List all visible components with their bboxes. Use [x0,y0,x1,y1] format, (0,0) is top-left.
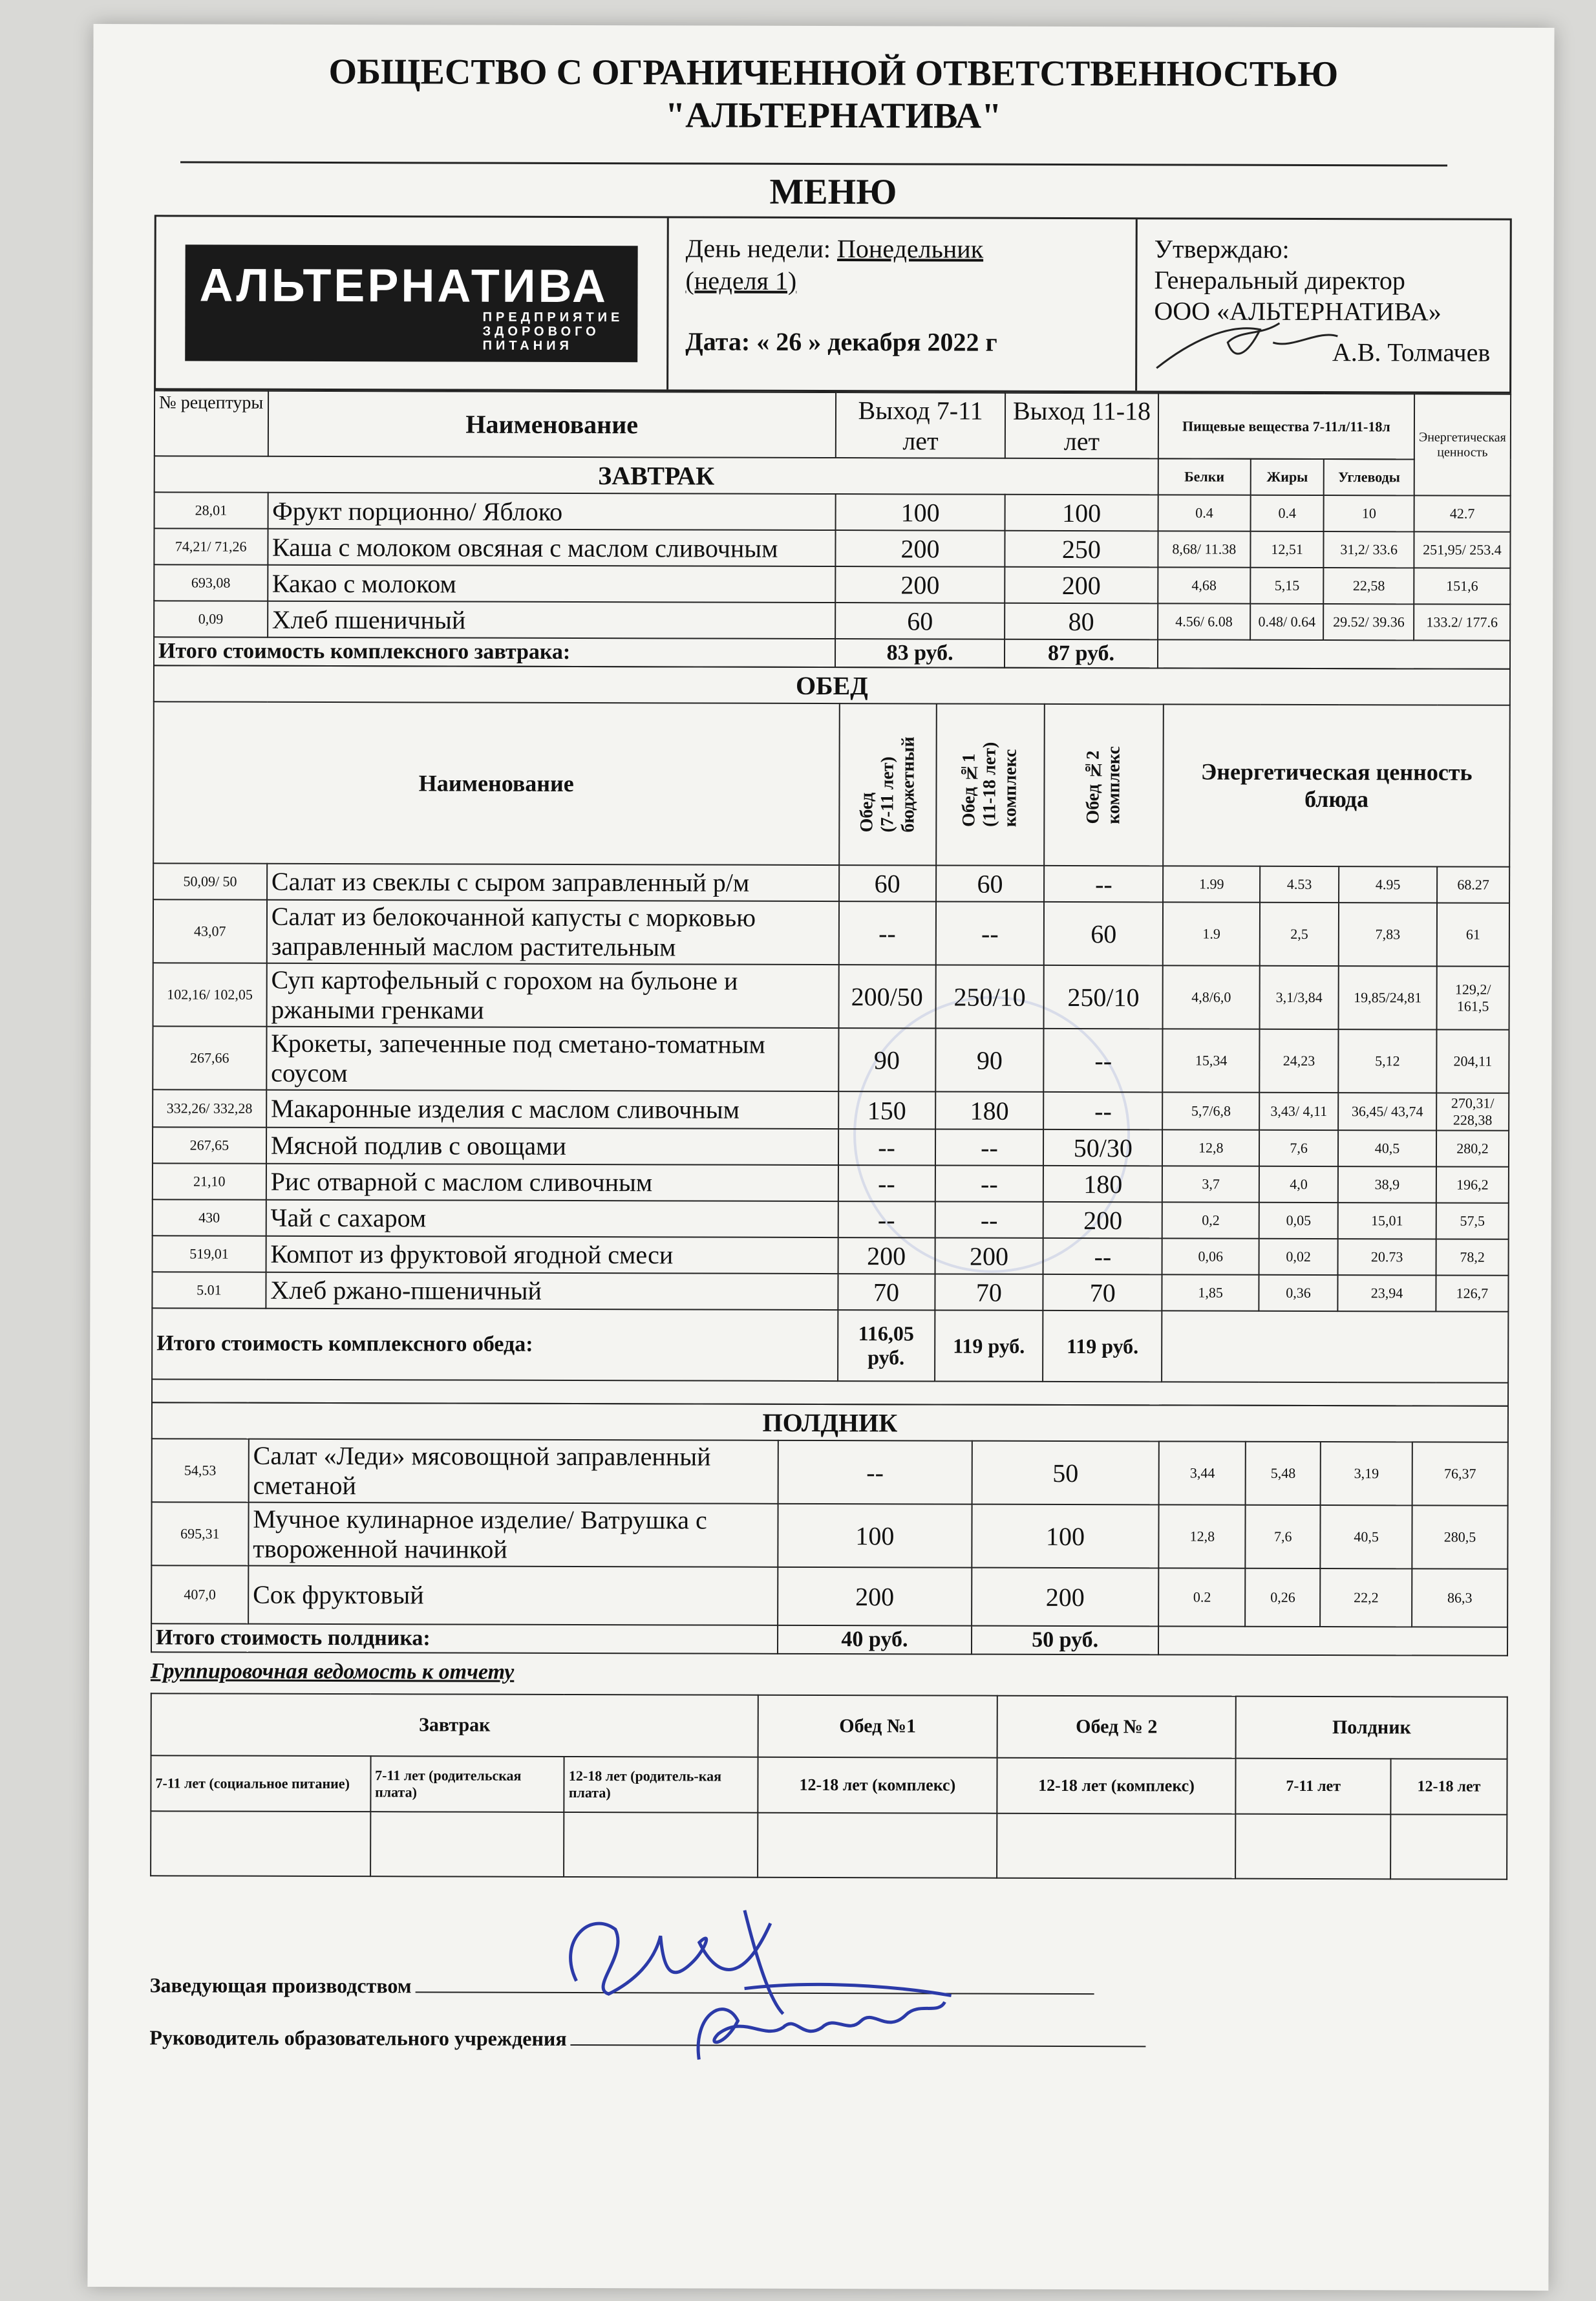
lunch-total-b: 119 руб. [935,1310,1043,1381]
fat: 0,36 [1259,1275,1338,1311]
header-block [154,215,1512,393]
protein: 5,7/6,8 [1162,1092,1259,1129]
logo-cell [156,217,669,389]
fat: 3,43/ 4,11 [1259,1093,1338,1130]
group-lunch1: Обед №1 [758,1695,997,1758]
protein: 15,34 [1163,1029,1260,1092]
group-cell[interactable] [564,1812,758,1878]
energy: 270,31/ 228,38 [1436,1093,1509,1130]
energy: 196,2 [1436,1166,1509,1203]
output-7-11: 200 [778,1567,972,1626]
recipe-number: 267,66 [153,1026,266,1089]
lunch-2: 180 [1043,1166,1162,1202]
dish-name: Крокеты, запеченные под сметано-томатным соусом [266,1027,838,1091]
director-signature [1150,303,1344,381]
recipe-number: 50,09/ 50 [153,863,267,899]
breakfast-table [153,390,1511,669]
table-row [153,1236,1509,1275]
output-11-18: 80 [1005,603,1158,640]
dish-name: Мучное кулинарное изделие/ Ватрушка с твороженной начинкой [248,1503,778,1567]
dish-name: Чай с сахаром [266,1200,838,1237]
fat: 4.53 [1260,866,1339,903]
output-7-11: 200 [835,530,1005,567]
fat: 0.4 [1250,495,1324,531]
lunch-budget: 200 [838,1237,935,1274]
approval-cell [1137,219,1510,392]
org-header [154,24,1512,138]
fat: 0.48/ 0.64 [1250,604,1324,640]
recipe-number: 43,07 [153,899,267,963]
approve-company: ООО «АЛЬТЕРНАТИВА» [1154,296,1442,326]
carb: 31,2/ 33.6 [1324,531,1414,568]
group-cell[interactable] [151,1811,370,1876]
dish-name: Макаронные изделия с маслом сливочным [266,1090,838,1129]
breakfast-total-b: 87 руб. [1005,639,1158,669]
protein: 8,68/ 11.38 [1158,531,1250,567]
energy: 68.27 [1437,866,1509,903]
empty-cell [1158,639,1510,669]
week-value: (неделя 1) [685,266,797,295]
lunch-col-c3 [1045,704,1164,866]
lunch-1: -- [935,901,1044,965]
carb: 20.73 [1338,1239,1436,1275]
carb: 5,12 [1338,1029,1436,1093]
recipe-number: 21,10 [153,1163,266,1199]
section-snack: ПОЛДНИК [152,1402,1508,1442]
lunch-col-c1-text: Обед (7-11 лет) бюджетный [856,736,919,833]
dish-name: Мясной подлив с овощами [266,1128,838,1165]
lunch-budget: 200/50 [838,965,935,1028]
lunch-2: -- [1044,1092,1163,1129]
dish-name: Салат из свеклы с сыром заправленный р/м [267,864,839,901]
lunch-col-c2-text: Обед №1 (11-18 лет) комплекс [959,742,1021,828]
output-7-11: 100 [836,494,1005,531]
lunch-budget: 60 [839,865,936,901]
output-11-18: 50 [972,1441,1159,1505]
lunch-col-c3-text: Обед №2 комплекс [1083,745,1125,824]
protein: 0,2 [1162,1202,1259,1238]
recipe-number: 0,09 [154,601,268,637]
table-row [153,963,1509,1029]
energy: 57,5 [1436,1203,1509,1239]
logo-sub1: ПРЕДПРИЯТИЕ [482,310,624,325]
logo-sub2: ЗДОРОВОГО [482,324,600,339]
energy: 76,37 [1412,1442,1508,1505]
group-cell[interactable] [1390,1814,1507,1879]
protein: 0.4 [1158,495,1250,531]
carb: 7,83 [1339,903,1437,966]
lunch-table [151,665,1511,1406]
output-11-18: 200 [972,1568,1159,1627]
lunch-total-label: Итого стоимость комплексного обеда: [152,1308,838,1381]
lunch-col-c1 [839,703,937,865]
org-name-line1: ОБЩЕСТВО С ОГРАНИЧЕННОЙ ОТВЕТСТВЕННОСТЬЮ [328,52,1339,95]
col-protein: Белки [1158,458,1250,495]
document-sheet [87,24,1554,2291]
lunch-budget: 70 [838,1274,935,1310]
dish-name: Каша с молоком овсяная с маслом сливочным [268,529,836,566]
group-title: Группировочная ведомость к отчету [150,1659,515,1684]
carb: 40,5 [1338,1130,1436,1166]
energy: 78,2 [1436,1239,1509,1275]
carb: 23,94 [1337,1275,1436,1311]
fat: 0,05 [1259,1203,1338,1239]
col-fat: Жиры [1251,459,1325,495]
dish-name: Салат «Леди» мясовощной заправленный сметаной [248,1439,778,1504]
lunch-budget: -- [838,1129,935,1165]
logo-sub3: ПИТАНИЯ [482,338,573,353]
dish-name: Суп картофельный с горохом на бульоне и ржаными гренками [266,963,838,1028]
group-cell[interactable] [758,1813,997,1878]
col-nutrients: Пищевые вещества 7-11л/11-18л [1158,393,1415,459]
energy: 86,3 [1412,1568,1507,1627]
lunch-col-energy: Энергетическая ценность блюда [1163,704,1509,866]
energy: 42.7 [1414,495,1511,531]
recipe-number: 695,31 [151,1502,248,1565]
energy: 129,2/ 161,5 [1437,966,1509,1029]
energy: 126,7 [1436,1275,1508,1311]
col-recipe: № рецептуры [154,391,268,456]
fat: 0,02 [1259,1239,1338,1275]
lunch-1: 180 [935,1091,1044,1129]
protein: 3,44 [1159,1441,1246,1504]
table-row [151,1565,1507,1627]
col-energy: Энергетическая ценность [1414,394,1511,495]
table-row [152,1439,1508,1505]
table-row [154,492,1511,531]
col-carb: Углеводы [1324,459,1414,495]
signature-production-label: Заведующая производством [149,1973,412,1998]
col-out2: Выход 11-18 лет [1005,393,1158,459]
fat: 5,15 [1250,568,1324,604]
group-cell[interactable] [997,1814,1236,1879]
output-11-18: 250 [1005,531,1158,568]
table-row [153,1127,1509,1166]
carb: 22,2 [1320,1568,1412,1627]
lunch-1: -- [935,1129,1043,1165]
snack-total-b: 50 руб. [972,1626,1159,1655]
output-7-11: 60 [835,603,1005,639]
carb: 19,85/24,81 [1339,966,1437,1029]
lunch-2: 200 [1043,1202,1162,1238]
lunch-2: -- [1043,1238,1162,1274]
logo-subtitle [483,310,624,353]
dish-name: Какао с молоком [268,565,836,603]
lunch-1: 70 [935,1274,1043,1310]
lunch-2: -- [1044,1029,1163,1092]
recipe-number: 693,08 [154,564,268,601]
group-b1: 7-11 лет (социальное питание) [151,1755,370,1812]
breakfast-total-label: Итого стоимость комплексного завтрака: [154,637,835,667]
group-lunch2: Обед № 2 [997,1696,1236,1759]
approve-position: Генеральный директор [1154,265,1405,295]
table-row [151,1502,1507,1568]
table-row [153,863,1509,903]
lunch-budget: 150 [838,1091,935,1129]
col-name: Наименование [268,391,836,458]
group-l2: 12-18 лет (комплекс) [997,1758,1236,1814]
protein: 1.99 [1163,866,1260,902]
recipe-number: 54,53 [152,1439,249,1502]
protein: 12,8 [1162,1129,1259,1166]
table-row [153,1199,1509,1239]
group-cell[interactable] [1236,1814,1391,1879]
lunch-1: 90 [935,1028,1044,1091]
day-value: Понедельник [837,234,984,264]
carb: 10 [1324,495,1414,531]
lunch-total-a: 116,05 руб. [838,1310,935,1381]
carb: 29.52/ 39.36 [1324,604,1414,640]
org-name-line2: "АЛЬТЕРНАТИВА" [665,95,1002,136]
day-label: День недели: [685,233,838,264]
group-table [150,1693,1508,1879]
table-row [152,1272,1508,1311]
day-cell [668,218,1138,391]
output-11-18: 200 [1005,567,1158,604]
dish-name: Сок фруктовый [248,1566,778,1625]
group-b2: 7-11 лет (родительская плата) [370,1756,564,1812]
energy: 133.2/ 177.6 [1414,604,1510,640]
lunch-col-name: Наименование [153,701,839,865]
output-11-18: 100 [1005,495,1158,531]
recipe-number: 5.01 [152,1272,266,1308]
snack-total-a: 40 руб. [778,1625,972,1654]
carb: 22,58 [1324,568,1414,604]
logo-name: АЛЬТЕРНАТИВА [199,259,609,312]
approve-signer: А.В. Толмачев [1332,337,1491,367]
output-7-11: 100 [778,1504,972,1568]
group-breakfast: Завтрак [151,1693,758,1757]
recipe-number: 102,16/ 102,05 [153,963,267,1026]
menu-document [149,24,1512,2053]
protein: 4,8/6,0 [1163,965,1260,1029]
table-row [153,1026,1509,1093]
lunch-1: -- [935,1201,1043,1237]
lunch-1: 60 [936,865,1045,901]
recipe-number: 74,21/ 71,26 [154,528,268,564]
recipe-number: 430 [153,1199,266,1236]
lunch-budget: 90 [838,1028,935,1091]
protein: 1,85 [1162,1274,1259,1311]
energy: 280,5 [1412,1505,1507,1568]
fat: 2,5 [1260,903,1339,966]
carb: 36,45/ 43,74 [1338,1093,1436,1130]
lunch-col-c2 [936,703,1045,865]
snack-table [151,1402,1509,1656]
group-b3: 12-18 лет (родитель-кая плата) [564,1757,758,1813]
dish-name: Компот из фруктовой ягодной смеси [266,1236,838,1274]
carb: 38,9 [1338,1166,1436,1203]
empty-cell [1158,1626,1507,1655]
recipe-number: 267,65 [153,1127,266,1163]
protein: 4.56/ 6.08 [1158,603,1250,639]
protein: 4,68 [1158,567,1250,603]
lunch-budget: -- [838,1165,935,1201]
recipe-number: 28,01 [154,492,268,528]
lunch-budget: -- [838,901,935,965]
carb: 3,19 [1321,1442,1412,1505]
recipe-number: 519,01 [153,1236,266,1272]
fat: 7,6 [1246,1505,1321,1568]
group-snack: Полдник [1236,1696,1507,1759]
fat: 5,48 [1246,1442,1321,1505]
carb: 15,01 [1338,1203,1436,1239]
energy: 280,2 [1436,1130,1509,1166]
page-title: МЕНЮ [769,171,897,213]
lunch-2: 250/10 [1044,965,1163,1029]
protein: 0,06 [1162,1238,1259,1274]
table-row [154,601,1510,640]
dish-name: Фрукт порционно/ Яблоко [268,493,836,530]
lunch-2: 70 [1043,1274,1162,1311]
lunch-1: 200 [935,1237,1043,1274]
protein: 12,8 [1159,1504,1246,1568]
snack-total-label: Итого стоимость полдника: [151,1623,778,1654]
lunch-2: -- [1044,866,1163,902]
output-7-11: -- [778,1440,972,1504]
energy: 61 [1437,903,1509,966]
dish-name: Хлеб пшеничный [268,601,836,639]
table-row [153,1089,1509,1130]
fat: 0,26 [1245,1568,1320,1627]
section-lunch: ОБЕД [154,665,1510,705]
approve-label: Утверждаю: [1154,234,1290,264]
date: Дата: « 26 » декабря 2022 г [685,326,997,357]
lunch-1: 250/10 [935,965,1044,1028]
dish-name: Хлеб ржано-пшеничный [266,1272,838,1310]
energy: 151,6 [1414,568,1510,604]
group-cell[interactable] [370,1812,564,1877]
fat: 7,6 [1259,1130,1338,1166]
table-row [153,899,1509,966]
dish-name: Рис отварной с маслом сливочным [266,1164,838,1201]
fat: 4,0 [1259,1166,1338,1203]
protein: 3,7 [1162,1166,1259,1202]
table-row [154,528,1510,568]
lunch-2: 60 [1044,902,1163,965]
group-l1: 12-18 лет (комплекс) [758,1757,997,1814]
energy: 251,95/ 253.4 [1414,531,1510,568]
lunch-1: -- [935,1165,1043,1201]
energy: 204,11 [1436,1029,1509,1093]
handwritten-signature-2 [679,1975,964,2079]
recipe-number: 332,26/ 332,28 [153,1089,266,1127]
lunch-2: 50/30 [1043,1129,1162,1166]
fat: 3,1/3,84 [1260,966,1339,1029]
lunch-total-c: 119 руб. [1043,1311,1162,1382]
empty-cell [1162,1311,1508,1382]
lunch-budget: -- [838,1201,935,1237]
output-7-11: 200 [835,566,1005,603]
table-row [153,1163,1509,1203]
carb: 40,5 [1321,1505,1412,1568]
signature-head [149,2026,1507,2053]
carb: 4.95 [1339,866,1437,903]
protein: 0.2 [1159,1568,1246,1626]
company-logo [185,244,637,362]
group-s2: 12-18 лет [1390,1759,1507,1814]
fat: 12,51 [1250,531,1324,568]
col-out1: Выход 7-11 лет [836,392,1006,458]
signature-head-label: Руководитель образовательного учреждения [149,2026,567,2050]
section-breakfast: ЗАВТРАК [154,456,1158,495]
fat: 24,23 [1259,1029,1338,1093]
breakfast-total-a: 83 руб. [835,639,1005,668]
table-row [154,564,1510,604]
protein: 1.9 [1163,902,1260,965]
recipe-number: 407,0 [151,1565,248,1623]
output-11-18: 100 [972,1504,1159,1568]
group-s1: 7-11 лет [1236,1759,1391,1815]
dish-name: Салат из белокочанной капусты с морковью заправленный маслом растительным [267,900,839,965]
